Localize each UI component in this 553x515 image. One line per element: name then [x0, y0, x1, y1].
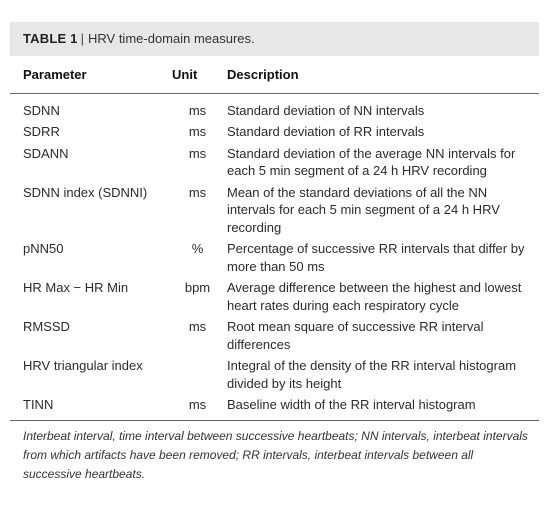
row-parameter: TINN: [23, 397, 54, 412]
row-description: Baseline width of the RR interval histogram: [227, 397, 476, 412]
row-parameter: SDANN: [23, 145, 69, 161]
row-description: Root mean square of successive RR interval differences: [227, 319, 484, 352]
table-row: [10, 238, 539, 277]
row-parameter: SDRR: [23, 124, 60, 139]
table-bottom-rule: [10, 420, 539, 421]
row-unit: bpm: [184, 280, 211, 295]
table-row: [10, 121, 539, 143]
table-caption-label: TABLE 1: [23, 31, 78, 46]
row-unit: ms: [188, 184, 207, 200]
row-description: Standard deviation of RR intervals: [227, 124, 425, 139]
header-description: Description: [227, 56, 539, 93]
row-parameter: pNN50: [23, 241, 64, 256]
row-unit: ms: [188, 145, 207, 161]
row-parameter: HR Max − HR Min: [23, 280, 129, 295]
row-description: Average difference between the highest and lowest heart rates during each respiratory cycle: [227, 280, 522, 313]
table-caption-separator: |: [80, 31, 84, 46]
row-unit: %: [191, 241, 204, 256]
row-description: Mean of the standard deviations of all the NN intervals for each 5 min segment of a 24 h HRV recording: [227, 184, 500, 235]
table-header-row: [10, 56, 539, 93]
row-parameter: RMSSD: [23, 319, 70, 334]
header-unit: Unit: [168, 56, 227, 93]
row-description: Integral of the density of the RR interval histogram divided by its height: [227, 358, 517, 391]
row-unit: [168, 355, 227, 394]
row-unit: ms: [188, 124, 207, 139]
table-footnote: Interbeat interval, time interval between successive heartbeats; NN intervals, interbeat intervals from which artifacts have been removed; RR intervals, interbeat intervals between all successive heartbeats.: [23, 429, 528, 481]
table-row: [10, 277, 539, 316]
table-row: [10, 182, 539, 239]
row-unit: ms: [188, 397, 207, 412]
row-description: Standard deviation of the average NN intervals for each 5 min segment of a 24 h HRV recording: [227, 145, 516, 178]
header-parameter: Parameter: [10, 56, 168, 93]
table-row: [10, 143, 539, 182]
table-row: [10, 355, 539, 394]
row-unit: ms: [188, 319, 207, 334]
row-parameter: HRV triangular index: [23, 358, 143, 373]
hrv-measures-table: [10, 56, 539, 420]
row-description: Standard deviation of NN intervals: [227, 102, 425, 118]
table-row: [10, 316, 539, 355]
table-row: [10, 394, 539, 420]
row-parameter: SDNN index (SDNNI): [23, 184, 148, 200]
table-row: [10, 93, 539, 121]
row-parameter: SDNN: [23, 102, 60, 118]
row-unit: ms: [188, 102, 207, 118]
row-description: Percentage of successive RR intervals that differ by more than 50 ms: [227, 241, 525, 274]
table-caption-text: HRV time-domain measures.: [88, 31, 255, 46]
table-caption: [10, 22, 539, 56]
